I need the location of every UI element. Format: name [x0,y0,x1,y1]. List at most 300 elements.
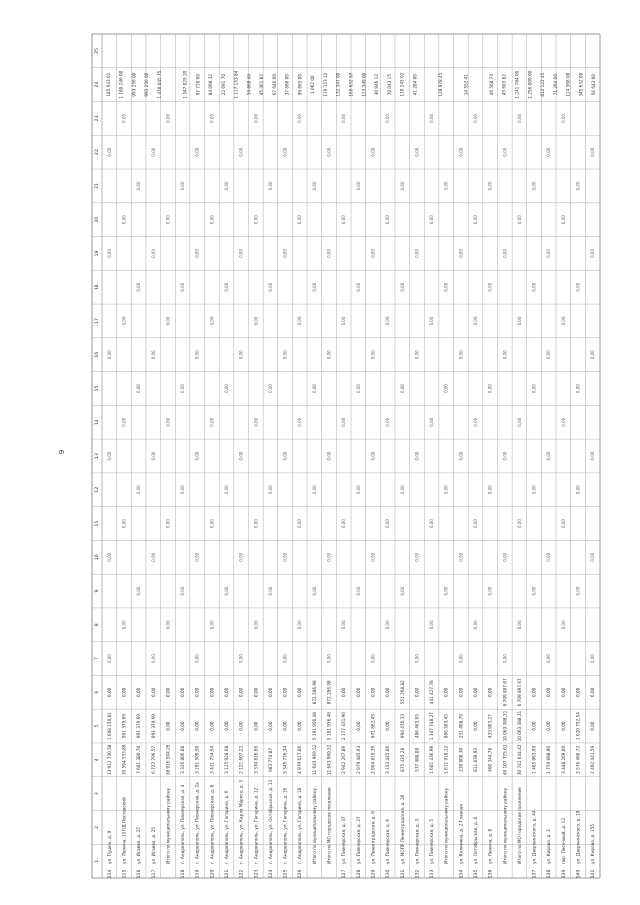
cell-value: 0,00 [473,620,478,630]
column-header: 20 [95,216,100,223]
cell-value: 991 379,69 [121,714,127,739]
cell-value: 0,00 [473,417,478,427]
cell-value: 971 862,45 [370,714,376,739]
cell-value: 0,00 [282,147,288,157]
cell-value: 0,00 [487,687,493,697]
cell-value: 0,00 [355,282,361,292]
cell-value: 0,00 [150,687,156,697]
row-address: ул. Пионерская, д. 6 [385,818,391,864]
total-value: 1 180 246 00 [118,70,124,99]
row-number: 122 [239,869,245,879]
row-number: 135 [474,869,479,879]
row-number: 137 [532,869,538,879]
cell-value: 0,00 [209,620,215,630]
cell-value: 0,00 [399,181,405,191]
row-address: г. Андреаполь, ул. Октябрьская, д. 13 [267,779,273,864]
cell-value: 811 838,93 [473,747,478,772]
cell-value: 0,00 [165,215,171,225]
row-address: ул. Ленина, д. 8 [487,828,493,864]
row-address: ул. Пионерская, д. 5 [429,818,435,864]
cell-value: 0,00 [224,687,229,697]
cell-value: 0,00 [516,519,522,528]
column-header: 13 [95,453,100,459]
cell-value: 441 427,78 [429,680,435,705]
cell-value: 0,00 [297,113,303,123]
cell-value: 0,00 [136,181,142,191]
cell-value: 0,00 [370,451,376,461]
cell-value: 872 286,98 [311,680,317,705]
cell-value: 0,00 [370,687,376,697]
cell-value: 4 979 617,86 [297,745,303,774]
cell-value: 0,00 [487,586,493,596]
row-address: ул. Ленинградская, д. 6 [370,811,376,864]
cell-value: 0,00 [414,687,420,697]
row-address: г. Андреаполь, ул. Гагарина, д. 18 [297,787,303,864]
cell-value: 1 347 748,27 [429,712,435,741]
cell-value: 3 291 509,50 [194,745,200,774]
cell-value: 0,00 [224,485,229,495]
cell-value: 0,00 [180,721,186,731]
row-address: Итого по МО городское поселение [516,787,522,864]
row-address: ул. Пионерская, д. 37 [341,816,347,864]
row-address: ул. Октябрьская, д. 8 [473,816,478,864]
cell-value: 0,00 [106,147,112,157]
cell-value: 46 107 775,61 [502,744,508,776]
cell-value: 0,00 [253,113,259,123]
cell-value: 0,00 [560,721,566,731]
column-header: 23 [95,115,100,122]
cell-value: 0,00 [502,552,508,562]
cell-value: 0,00 [150,147,156,157]
cell-value: 0,00 [194,552,200,562]
cell-value: 0,00 [546,552,552,562]
cell-value: 0,00 [106,451,112,461]
cell-value: 0,00 [311,181,317,191]
total-value: 114 368 00 [565,72,571,97]
cell-value: 460 344,78 [487,747,493,772]
cell-value: 0,00 [150,451,156,461]
cell-value: 0,00 [121,316,127,326]
cell-value: 0,00 [311,384,317,393]
total-value: 113 349 00 [361,72,367,97]
total-value: 1 241 784 00 [514,70,520,99]
page-number: 9 [58,449,67,455]
cell-value: 0,00 [429,316,435,326]
cell-value: 0,00 [370,350,376,360]
cell-value: 0,00 [590,721,596,731]
cell-value: 13 912 730,58 [106,744,112,776]
total-value: 993 256 00 [144,72,150,97]
column-header: 21 [95,182,100,189]
cell-value: 0,00 [282,451,288,461]
cell-value: 0,00 [590,552,596,562]
cell-value: 0,00 [385,113,391,123]
cell-value: 0,00 [106,350,112,360]
cell-value: 0,00 [106,552,112,562]
cell-value: 0,00 [355,384,361,393]
column-header: 5 [95,724,100,728]
cell-value: 0,00 [267,384,273,393]
cell-value: 0,00 [443,384,449,393]
cell-value: 2 121 607,22 [238,745,244,774]
cell-value: 806 503,45 [443,714,449,739]
cell-value: 0,00 [385,721,391,731]
cell-value: 0,00 [473,316,478,326]
cell-value: 0,00 [180,687,186,697]
cell-value: 1 485 963,99 [531,745,537,774]
cell-value: 2 964 819,36 [370,745,376,774]
cell-value: 0,00 [341,113,347,123]
cell-value: 3 153 445,86 [385,745,391,774]
column-header: 7 [95,657,100,661]
cell-value: 0,00 [473,215,478,225]
row-address: Итого по муниципальному району [443,788,449,864]
cell-value: 0,00 [238,552,244,562]
cell-value: 0,00 [180,282,186,292]
column-header: 11 [95,520,100,527]
cell-value: 0,00 [326,552,332,562]
cell-value: 0,00 [209,519,215,528]
total-value: 110 245 02 [399,72,405,97]
cell-value: 406 465,95 [414,714,420,739]
cell-value: 231 408,79 [458,714,464,739]
cell-value: 0,00 [590,687,596,697]
row-number: 130 [386,869,392,879]
cell-value: 0,00 [531,721,537,731]
cell-value: 0,00 [458,552,464,562]
cell-value: 0,00 [165,113,171,123]
column-header: 14 [95,419,100,426]
cell-value: 0,00 [297,215,303,225]
cell-value: 0,00 [209,417,215,427]
cell-value: 0,00 [385,316,391,326]
cell-value: 0,00 [209,316,215,326]
cell-value: 0,00 [429,620,435,630]
cell-value: 0,00 [341,417,347,427]
cell-value: 0,00 [399,586,405,596]
total-value: 97 720 00 [195,73,201,96]
column-header: 8 [95,623,100,627]
cell-value: 2 979 485,93 [355,745,361,774]
cell-value: 0,00 [150,654,156,664]
cell-value: 0,00 [297,620,303,630]
cell-value: 0,00 [355,721,361,731]
cell-value: 0,00 [487,485,493,495]
cell-value: 0,00 [282,350,288,360]
row-number: 114 [107,869,113,879]
cell-value: 0,00 [458,687,464,697]
cell-value: 0,00 [253,687,259,697]
cell-value: 0,00 [267,282,273,292]
cell-value: 0,00 [443,485,449,495]
cell-value: 0,00 [399,282,405,292]
cell-value: 0,00 [516,215,522,225]
cell-value: 0,00 [341,620,347,630]
cell-value: 0,00 [487,384,493,393]
total-value: 1 062 00 [310,75,316,94]
cell-value: 0,00 [458,451,464,461]
cell-value: 0,00 [370,248,376,258]
cell-value: 0,00 [121,417,127,427]
cell-value: 0,00 [238,721,244,731]
cell-value: 7 681 380,70 [136,745,142,774]
total-value: 128 978 45 [437,72,443,97]
cell-value: 3 448 269,00 [560,745,566,774]
row-number: 141 [591,869,597,879]
cell-value: 0,00 [414,552,420,562]
row-number: 134 [459,869,465,879]
cell-value: 0,00 [355,181,361,191]
row-address: ул. Исаева, д. 25 [136,827,142,864]
cell-value: 0,00 [165,687,171,697]
cell-value: 0,00 [399,485,405,495]
cell-value: 0,00 [546,248,552,258]
cell-value: 0,00 [297,519,303,528]
cell-value: 0,00 [502,147,508,157]
cell-value: 0,00 [429,215,435,225]
cell-value: 1 611 918,12 [443,745,449,774]
column-header: 6 [95,690,100,694]
total-value: 99 665 00 [297,73,303,96]
cell-value: 10 063 388,31 [516,710,522,742]
cell-value: 0,00 [106,687,112,697]
cell-value: 0,00 [487,282,493,292]
total-value: 812 122 45 [540,72,546,97]
cell-value: 0,00 [121,687,127,697]
column-header: 3 [95,792,100,796]
cell-value: 0,00 [253,215,259,225]
cell-value: 0,00 [473,687,478,697]
cell-value: 0,00 [385,620,391,630]
total-value: 41 284 00 [412,73,418,96]
cell-value: 0,00 [385,687,391,697]
column-header: 15 [95,385,100,392]
cell-value: 0,00 [443,282,449,292]
cell-value: 0,00 [575,687,581,697]
column-header: 9 [95,589,100,593]
cell-value: 0,00 [355,687,361,697]
row-address: Итого по МО городское поселение [326,787,332,864]
cell-value: 0,00 [414,147,420,157]
cell-value: 0,00 [194,687,200,697]
cell-value: 0,00 [575,282,581,292]
cell-value: 5 191 956,48 [311,712,317,741]
cell-value: 0,00 [355,485,361,495]
cell-value: 0,00 [487,181,493,191]
row-number: 121 [225,869,230,879]
cell-value: 0,00 [341,519,347,528]
cell-value: 3 326 806,08 [180,745,186,774]
cell-value: 0,00 [341,316,347,326]
cell-value: 0,00 [150,350,156,360]
cell-value: 0,00 [531,687,537,697]
cell-value: 0,00 [224,586,229,596]
cell-value: 0,00 [590,350,596,360]
cell-value: 0,00 [253,417,259,427]
total-value: 45 603 82 [501,73,507,96]
row-address: г. Андреаполь, ул. Пионерская, д. 8 [209,784,215,864]
cell-value: 991 379,69 [136,714,142,739]
row-number: 139 [561,869,567,879]
cell-value: 0,00 [326,248,332,258]
cell-value: 6 727 796,57 [150,745,156,774]
cell-value: 238 808,30 [458,747,464,772]
cell-value: 0,00 [238,147,244,157]
cell-value: 6 709 897,67 [516,678,522,707]
cell-value: 0,00 [458,350,464,360]
row-address: ул. МОПР Ленинградская, д. 26 [399,794,405,864]
cell-value: 30 742 644,42 [516,744,522,776]
total-value: 34 860 48 [246,73,252,96]
cell-value: 0,00 [194,721,200,731]
column-header: 12 [95,486,100,493]
row-number: 116 [137,869,143,879]
row-number: 127 [342,869,348,879]
row-address: г. Андреаполь, ул. Гагарина, д. 6 [224,790,229,864]
total-value: 45 461 87 [259,73,265,96]
cell-value: 1 620 792,54 [575,712,581,741]
cell-value: 0,00 [560,519,566,528]
cell-value: 0,00 [531,384,537,393]
column-header: 25 [95,47,100,54]
cell-value: 0,00 [414,654,420,664]
row-address: г. Андреаполь, ул. Гагарина, д. 12 [253,787,259,864]
cell-value: 0,00 [370,654,376,664]
row-address: Итого по муниципальному району [165,788,171,864]
total-value: 1 478 045 75 [156,70,162,99]
cell-value: 0,00 [180,485,186,495]
row-number: 128 [356,869,362,879]
total-value: 1 256 009 00 [527,70,533,99]
cell-value: 0,00 [106,654,112,664]
cell-value: 0,00 [590,147,596,157]
cell-value: 0,00 [282,552,288,562]
cell-value: 0,00 [560,687,566,697]
cell-value: 0,00 [253,316,259,326]
cell-value: 0,00 [311,485,317,495]
column-header: 16 [95,351,100,358]
cell-value: 0,00 [385,519,391,528]
cell-value: 0,00 [546,147,552,157]
total-value: 170 153 12 [322,72,328,97]
row-address: ул. Кирова, д. 3 [546,829,552,864]
cell-value: 0,00 [194,147,200,157]
cell-value: 0,00 [136,384,142,393]
total-value: 345 632 00 [578,72,584,97]
cell-value: 0,00 [326,147,332,157]
row-address: ул. Дзержинского, д. 19 [575,810,581,864]
cell-value: 991 379,69 [150,714,156,739]
cell-value: 0,00 [282,654,288,664]
cell-value: 0,00 [136,586,142,596]
row-number: 136 [488,869,494,879]
cell-value: 0,00 [224,384,229,393]
cell-value: 0,00 [385,215,391,225]
cell-value: 0,00 [590,248,596,258]
cell-value: 0,00 [575,586,581,596]
row-address: г. Андреаполь, ул. Гагарина, д. 16 [282,787,288,864]
cell-value: 0,00 [399,384,405,393]
total-value: 22 691 70 [220,73,226,96]
cell-value: 0,00 [326,350,332,360]
cell-value: 0,00 [370,552,376,562]
total-value: 132 347 00 [335,72,341,97]
cell-value: 0,00 [165,519,171,528]
row-address: ул. Дзержинского, д. 44 [531,810,537,864]
cell-value: 0,00 [136,282,142,292]
cell-value: 0,00 [502,350,508,360]
cell-value: 537 488,08 [414,747,420,772]
cell-value: 10 594 533,89 [121,744,127,776]
cell-value: 0,00 [267,485,273,495]
cell-value: 5 191 956,48 [326,712,332,741]
cell-value: 0,00 [355,586,361,596]
cell-value: 0,00 [150,248,156,258]
cell-value: 2 177 431,90 [341,712,347,741]
cell-value: 0,00 [267,721,273,731]
row-number: 133 [430,869,436,879]
cell-value: 0,00 [136,687,142,697]
cell-value: 0,00 [194,248,200,258]
total-value: 56 642 00 [591,73,597,96]
cell-value: 0,00 [165,620,171,630]
cell-value: 0,00 [443,586,449,596]
total-value: 993 256 00 [131,72,137,97]
row-number: 117 [151,869,157,879]
cell-value: 0,00 [341,687,347,697]
cell-value: 11 643 969,52 [311,744,317,776]
cell-value: 0,00 [385,417,391,427]
cell-value: 0,00 [473,519,478,528]
cell-value: 0,00 [473,113,478,123]
cell-value: 0,00 [516,113,522,123]
cell-value: 0,00 [443,687,449,697]
column-header: 18 [95,284,100,291]
cell-value: 0,00 [590,654,596,664]
cell-value: 0,00 [473,721,478,731]
cell-value: 994 470,33 [399,714,405,739]
cell-value: 0,00 [194,654,200,664]
cell-value: 0,00 [150,552,156,562]
cell-value: 3 345 736,34 [282,745,288,774]
column-header: 17 [95,318,100,324]
cell-value: 0,00 [458,248,464,258]
cell-value: 0,00 [165,721,171,731]
cell-value: 0,00 [546,654,552,664]
row-address: г. Андреаполь, ул. Карла Маркса, д. 3 [238,780,244,864]
cell-value: 0,00 [560,316,566,326]
cell-value: 983 774,87 [267,747,273,772]
cell-value: 3 421 754,64 [209,745,215,774]
cell-value: 11 643 969,52 [326,744,332,776]
cell-value: 0,00 [297,721,303,731]
cell-value: 0,00 [341,215,347,225]
cell-value: 0,00 [575,181,581,191]
cell-value: 0,00 [238,654,244,664]
row-number: 118 [181,869,187,879]
row-address: ул. Пионерская, д. 27 [355,816,361,864]
cell-value: 0,00 [516,620,522,630]
cell-value: 0,00 [531,181,537,191]
cell-value: 0,00 [590,451,596,461]
row-address: ул. Калинина, д. 2 Главная [458,804,464,864]
cell-value: 0,00 [238,687,244,697]
cell-value: 0,00 [253,519,259,528]
cell-value: 0,00 [414,451,420,461]
cell-value: 0,00 [516,417,522,427]
cell-value: 0,00 [326,654,332,664]
row-address: Итого по муниципальному району [311,788,317,864]
